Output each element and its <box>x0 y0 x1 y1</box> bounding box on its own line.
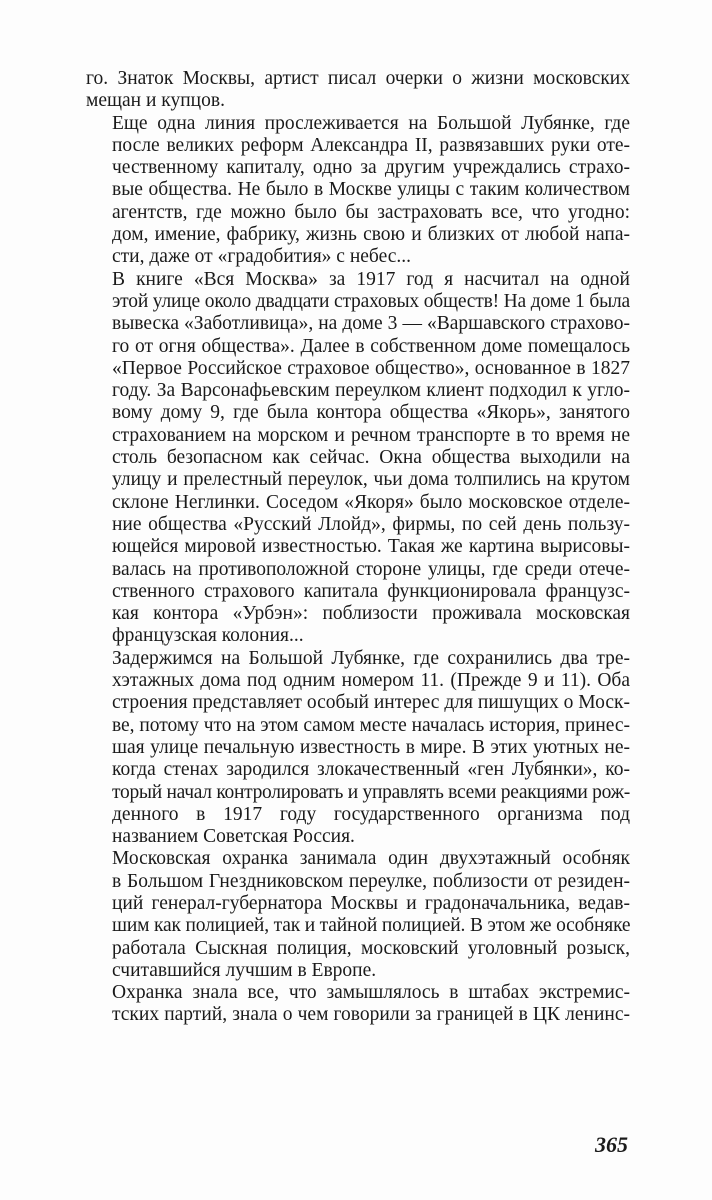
body-text <box>86 68 630 1027</box>
text-line: торый начал контролировать и управлять всеми реакциями рож- <box>112 781 630 803</box>
text-line: го. Знаток Москвы, артист писал очерки о жизни московских <box>86 68 630 89</box>
text-line: ций генерал-губернатора Москвы и градоначальника, ведав- <box>112 892 630 914</box>
text-line: французская колония... <box>112 625 304 647</box>
text-line: столь безопасном как сейчас. Окна общества выходили на <box>112 447 630 469</box>
text-line: «Первое Российское страховое общество», основанное в 1827 <box>112 357 630 379</box>
text-line: В книге «Вся Москва» за 1917 год я насчитал на одной <box>112 268 630 290</box>
text-line: сти, даже от «градобития» с небес... <box>112 246 412 268</box>
text-line: после великих реформ Александра II, развязавших руки оте- <box>112 134 630 156</box>
text-line: ние общества «Русский Ллойд», фирмы, по сей день пользу- <box>112 513 630 535</box>
text-line: шая улице печальную известность в мире. В этих уютных не- <box>112 736 630 758</box>
text-line: го от огня общества». Далее в собственном доме помещалось <box>112 335 630 357</box>
page-number: 365 <box>595 1132 628 1157</box>
text-line: улицу и прелестный переулок, чьи дома толпились на крутом <box>112 469 630 491</box>
text-line: мещан и купцов. <box>86 90 225 112</box>
text-line: чественному капиталу, одно за другим учреждались страхо- <box>112 157 630 179</box>
text-line: валась на противоположной стороне улицы, где среди отече- <box>112 558 630 580</box>
text-line: хэтажных дома под одним номером 11. (Прежде 9 и 11). Оба <box>112 670 630 692</box>
text-line: ственного страхового капитала функционировала французс- <box>112 580 630 602</box>
paragraph <box>86 648 630 849</box>
text-line: этой улице около двадцати страховых обществ! На доме 1 была <box>112 290 630 312</box>
text-line: ющейся мировой известностью. Такая же картина вырисовы- <box>112 536 630 558</box>
text-line: шим как полицией, так и тайной полицией. В этом же особняке <box>112 915 631 937</box>
text-line: агентств, где можно было бы застраховать все, что угодно: <box>112 201 630 223</box>
text-line: кая контора «Урбэн»: поблизости проживала московская <box>112 603 630 625</box>
text-line: ве, потому что на этом самом месте началась история, принес- <box>112 714 630 736</box>
text-line: дом, имение, фабрику, жизнь свою и близких от любой напа- <box>112 224 630 246</box>
text-line: работала Сыскная полиция, московский уголовный розыск, <box>112 937 630 959</box>
paragraph <box>86 982 630 1027</box>
paragraph <box>86 269 630 648</box>
text-line: Еще одна линия прослеживается на Большой Лубянке, где <box>112 112 630 134</box>
text-line: в Большом Гнездниковском переулке, поблизости от резиден- <box>112 870 630 892</box>
text-line: считавшийся лучшим в Европе. <box>112 959 377 981</box>
text-line: страхованием на морском и речном транспорте в то время не <box>112 424 630 446</box>
text-line: вывеска «Заботливица», на доме 3 — «Варшавского страхово- <box>112 313 630 335</box>
paragraph <box>86 68 630 113</box>
text-line: вые общества. Не было в Москве улицы с таким количеством <box>112 179 630 201</box>
text-line: году. За Варсонафьевским переулком клиент подходил к угло- <box>112 380 630 402</box>
paragraph <box>86 848 630 982</box>
text-line: названием Советская Россия. <box>112 826 355 848</box>
text-line: Охранка знала все, что замышлялось в штабах экстремис- <box>112 982 630 1004</box>
text-line: Московская охранка занимала один двухэтажный особняк <box>112 848 630 870</box>
text-line: склоне Неглинки. Соседом «Якоря» было московское отделе- <box>112 491 630 513</box>
paragraph <box>86 113 630 269</box>
text-line: вому дому 9, где была контора общества «Якорь», занятого <box>112 402 630 424</box>
text-line: когда стенах зародился злокачественный «ген Лубянки», ко- <box>112 759 630 781</box>
text-line: тских партий, знала о чем говорили за границей в ЦК ленинс- <box>112 1004 630 1026</box>
text-line: строения представляет особый интерес для пишущих о Моск- <box>112 692 630 714</box>
text-line: денного в 1917 году государственного организма под <box>112 803 630 825</box>
text-line: Задержимся на Большой Лубянке, где сохранились два тре- <box>112 647 630 669</box>
